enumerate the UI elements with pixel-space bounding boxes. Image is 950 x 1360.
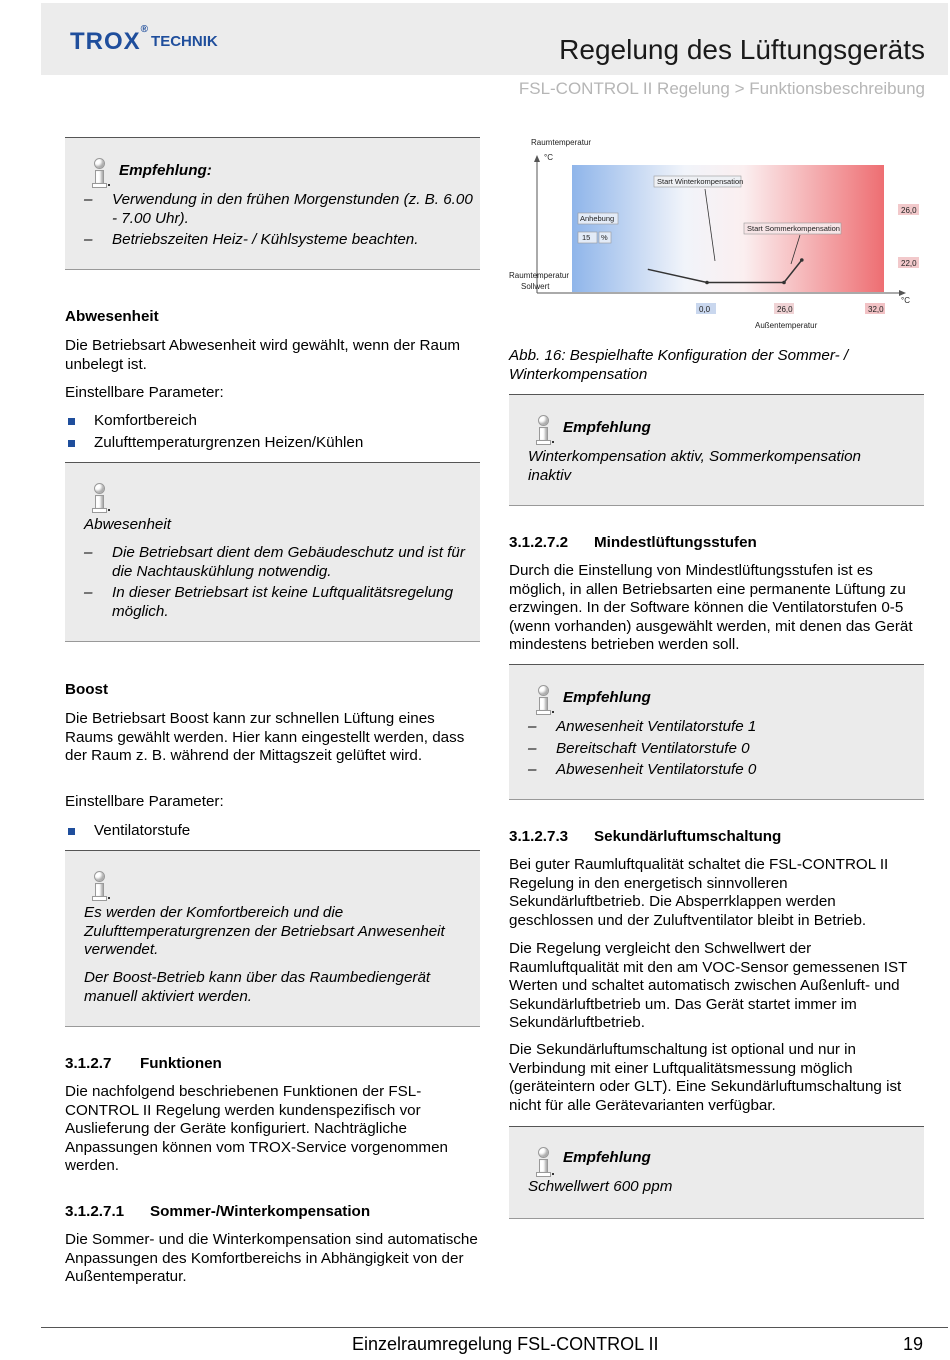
setpoint-label: Raumtemperatur	[509, 271, 570, 280]
x-unit: °C	[901, 296, 910, 305]
list-item: – Bereitschaft Ventilatorstufe 0	[528, 739, 750, 757]
y-axis-title: Raumtemperatur	[531, 138, 592, 147]
paragraph: Die Sekundärluftumschaltung ist optional und nur in Verbindung mit einer Luftqualitätsmessung möglich (geräteintern oder GLT). Eine Sekundärluftumschaltung ist nicht für alle Gerätevarianten verfügbar.	[509, 1041, 902, 1114]
note-heading: Empfehlung	[563, 419, 651, 436]
recommendation-box	[65, 137, 480, 270]
note-heading: Empfehlung	[563, 689, 651, 706]
paragraph: Die nachfolgend beschriebenen Funktionen der FSL-CONTROL II Regelung werden kundenspezifisch vor Auslieferung der Geräte konfiguriert. Nachträgliche Anpassungen können vom TROX-Service vorgenommen werden.	[65, 1083, 448, 1175]
section-number: 3.1.2.7	[65, 1055, 112, 1072]
data-point	[800, 258, 804, 262]
info-icon	[90, 158, 110, 188]
section-heading: Funktionen	[140, 1055, 222, 1072]
anhebung-unit: %	[601, 233, 608, 242]
paragraph: Durch die Einstellung von Mindestlüftungsstufen ist es möglich, in allen Betriebsarten eine permanente Lüftung zu erzwingen. In der Software können die Ventilatorstufen 0-5 (wenn vorhanden) ausgewählt werden, mit denen das Gerät mindestens betrieben werden soll.	[509, 562, 913, 654]
figure-caption: Abb. 16: Bespielhafte Konfiguration der Sommer- / Winterkompensation	[509, 347, 849, 383]
section-heading: Boost	[65, 681, 109, 698]
list-item: – In dieser Betriebsart ist keine Luftqualitätsregelung möglich.	[84, 584, 454, 620]
setpoint-label: Sollwert	[521, 282, 550, 291]
params-list	[65, 412, 475, 452]
paragraph: Die Betriebsart Boost kann zur schnellen Lüftung eines Raums gewählt werden. Hier kann eingestellt werden, dass der Raum z. B. während der Mittagszeit gelüftet wird.	[65, 710, 465, 765]
info-icon	[90, 483, 110, 513]
footer-divider	[41, 1327, 948, 1328]
note-box	[65, 850, 480, 1027]
note-list	[528, 718, 918, 780]
compensation-chart	[505, 133, 925, 338]
anhebung-value: 15	[582, 233, 591, 242]
y-tick-label: 22,0	[901, 259, 917, 268]
note-text: Schwellwert 600 ppm	[528, 1178, 673, 1195]
info-icon	[534, 685, 554, 715]
params-label: Einstellbare Parameter:	[65, 384, 224, 401]
params-list	[65, 822, 475, 841]
section-heading: Mindestlüftungsstufen	[594, 534, 757, 551]
x-tick-label: 32,0	[868, 305, 884, 314]
recommendation-box	[509, 1126, 924, 1219]
note-list	[84, 544, 474, 621]
info-icon	[534, 415, 554, 445]
note-heading: Abwesenheit	[84, 516, 171, 533]
paragraph: Bei guter Raumluftqualität schaltet die FSL-CONTROL II Regelung in den energetisch sinnvolleren Sekundärluftbetrieb. Die Absperrklappen werden geschlossen und der Zuluftventilator bleibt in Betrieb.	[509, 856, 889, 929]
section-number: 3.1.2.7.1	[65, 1203, 125, 1220]
recommendation-box	[509, 664, 924, 800]
trox-logo: TROX®TECHNIK	[70, 24, 218, 55]
params-label: Einstellbare Parameter:	[65, 793, 224, 810]
note-text: Der Boost-Betrieb kann über das Raumbediengerät manuell aktiviert werden.	[84, 969, 431, 1005]
x-axis-title: Außentemperatur	[755, 321, 818, 330]
list-item: Zulufttemperaturgrenzen Heizen/Kühlen	[65, 434, 475, 453]
data-point	[705, 281, 709, 285]
y-tick-label: 26,0	[901, 206, 917, 215]
x-tick-label: 0,0	[699, 305, 711, 314]
paragraph: Die Regelung vergleicht den Schwellwert der Raumluftqualität mit den am VOC-Sensor gemessenen IST Werten und schaltet automatisch zwischen Außenluft- und Sekundärluftbetrieb um. Das Gerät startet immer im Sekundärluftbetrieb.	[509, 940, 908, 1032]
data-point	[782, 281, 786, 285]
y-axis-arrow	[534, 155, 540, 162]
page-title: Regelung des Lüftungsgeräts	[559, 34, 925, 65]
note-text: Es werden der Komfortbereich und die Zulufttemperaturgrenzen der Betriebsart Anwesenheit verwendet.	[84, 904, 445, 959]
list-item: Komfortbereich	[65, 412, 475, 431]
section-heading: Sekundärluftumschaltung	[594, 828, 782, 845]
section-number: 3.1.2.7.3	[509, 828, 569, 845]
paragraph: Die Sommer- und die Winterkompensation sind automatische Anpassungen des Komfortbereichs in Abhängigkeit von der Außentemperatur.	[65, 1231, 478, 1286]
section-heading: Abwesenheit	[65, 308, 159, 325]
section-heading: Sommer-/Winterkompensation	[150, 1203, 371, 1220]
summer-label: Start Sommerkompensation	[747, 224, 840, 233]
list-item: – Abwesenheit Ventilatorstufe 0	[528, 761, 757, 779]
page-number: 19	[903, 1334, 924, 1354]
note-list	[84, 191, 474, 250]
list-item: – Verwendung in den frühen Morgenstunden (z. B. 6.00 - 7.00 Uhr).	[84, 191, 473, 227]
recommendation-box	[509, 394, 924, 506]
note-heading: Empfehlung:	[119, 162, 212, 179]
footer-text: Einzelraumregelung FSL-CONTROL II	[352, 1334, 659, 1354]
list-item: Ventilatorstufe	[65, 822, 475, 841]
anhebung-label: Anhebung	[580, 214, 615, 223]
list-item: – Anwesenheit Ventilatorstufe 1	[528, 718, 757, 735]
note-box	[65, 462, 480, 642]
list-item: – Die Betriebsart dient dem Gebäudeschutz und ist für die Nachtauskühlung notwendig.	[84, 544, 465, 580]
note-text: Winterkompensation aktiv, Sommerkompensation inaktiv	[528, 448, 862, 484]
y-unit: °C	[544, 153, 553, 162]
section-number: 3.1.2.7.2	[509, 534, 569, 551]
paragraph: Die Betriebsart Abwesenheit wird gewählt, wenn der Raum unbelegt ist.	[65, 337, 461, 373]
breadcrumb: FSL-CONTROL II Regelung > Funktionsbeschreibung	[518, 79, 925, 98]
winter-label: Start Winterkompensation	[657, 177, 744, 186]
list-item: – Betriebszeiten Heiz- / Kühlsysteme beachten.	[84, 231, 419, 249]
info-icon	[534, 1147, 554, 1177]
info-icon	[90, 871, 110, 901]
x-tick-label: 26,0	[777, 305, 793, 314]
note-heading: Empfehlung	[563, 1149, 651, 1166]
